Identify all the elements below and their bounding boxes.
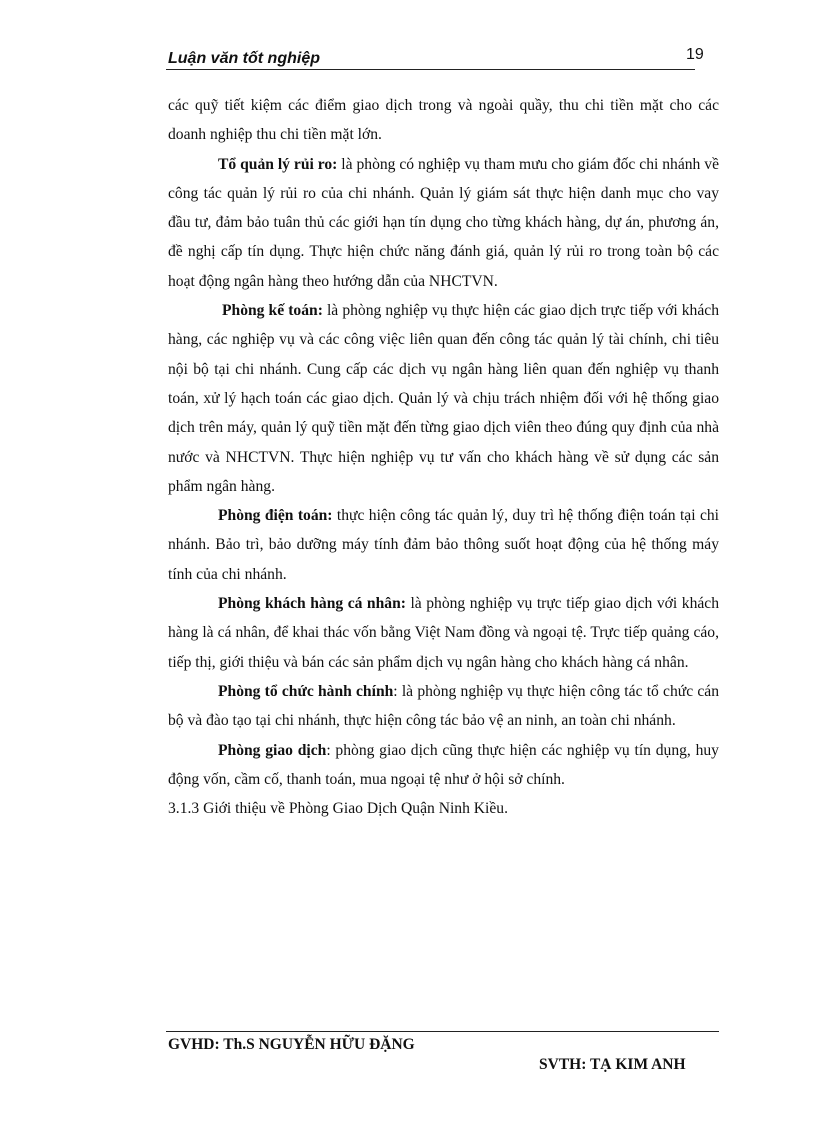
paragraph-text: : phòng giao dịch cũng thực hiện các nghiệp vụ tín dụng, huy động vốn, cầm cố, thanh toán, mua ngoại tệ như ở hội sở chính. bbox=[168, 741, 719, 788]
header-title: Luận văn tốt nghiệp bbox=[168, 50, 320, 67]
footer-supervisor: GVHD: Th.S NGUYỄN HỮU ĐẶNG bbox=[168, 1036, 415, 1053]
section-heading: Phòng kế toán: bbox=[222, 302, 323, 320]
paragraph-text: là phòng nghiệp vụ thực hiện các giao dịch trực tiếp với khách hàng, các nghiệp vụ và các công việc liên quan đến công tác quản lý tài chính, chi tiêu nội bộ tại chi nhánh. Cung cấp các dịch vụ ngân hàng liên quan đến nghiệp vụ thanh toán, xử lý hạch toán các giao dịch. Quản lý và chịu trách nhiệm đối với hệ thống giao dịch trên máy, quản lý quỹ tiền mặt đến từng giao dịch viên theo đúng quy định của nhà nước và NHCTVN. Thực hiện nghiệp vụ tư vấn cho khách hàng về sử dụng các sản phẩm ngân hàng. bbox=[168, 302, 719, 495]
section-heading: Phòng điện toán: bbox=[218, 507, 333, 525]
paragraph-text: các quỹ tiết kiệm các điểm giao dịch trong và ngoài quầy, thu chi tiền mặt cho các doanh nghiệp thu chi tiền mặt lớn. bbox=[168, 97, 719, 144]
footer-divider bbox=[166, 1031, 719, 1032]
paragraph-accounting bbox=[168, 296, 719, 501]
paragraph-personal-customers bbox=[168, 589, 719, 677]
footer-student: SVTH: TẠ KIM ANH bbox=[539, 1056, 686, 1073]
paragraph-text: là phòng nghiệp vụ trực tiếp giao dịch với khách hàng là cá nhân, để khai thác vốn bằng Việt Nam đồng và ngoại tệ. Trực tiếp quảng cáo, tiếp thị, giới thiệu và bán các sản phẩm dịch vụ ngân hàng cho khách hàng cá nhân. bbox=[168, 595, 720, 671]
paragraph-administration bbox=[168, 677, 719, 736]
subsection-heading bbox=[168, 794, 719, 823]
document-body bbox=[168, 91, 719, 823]
section-heading: Phòng tổ chức hành chính bbox=[218, 682, 394, 700]
paragraph-text: thực hiện công tác quản lý, duy trì hệ thống điện toán tại chi nhánh. Bảo trì, bảo dưỡng máy tính đảm bảo thông suốt hoạt động của hệ thống máy tính của chi nhánh. bbox=[168, 507, 719, 583]
paragraph-text: là phòng có nghiệp vụ tham mưu cho giám đốc chi nhánh về công tác quản lý rủi ro của chi nhánh. Quản lý giám sát thực hiện danh mục cho vay đầu tư, đảm bảo tuân thủ các giới hạn tín dụng cho từng khách hàng, dự án, phương án, đề nghị cấp tín dụng. Thực hiện chức năng đánh giá, quản lý rủi ro trong toàn bộ các hoạt động ngân hàng theo hướng dẫn của NHCTVN. bbox=[168, 155, 719, 290]
paragraph-transaction-office bbox=[168, 736, 719, 795]
section-heading: Tổ quản lý rủi ro: bbox=[218, 155, 338, 173]
section-heading: Phòng giao dịch bbox=[218, 741, 327, 759]
paragraph-text: : là phòng nghiệp vụ thực hiện công tác tổ chức cán bộ và đào tạo tại chi nhánh, thực hiện công tác bảo vệ an ninh, an toàn chi nhánh. bbox=[168, 682, 719, 730]
page-number: 19 bbox=[686, 46, 704, 63]
paragraph-text: 3.1.3 Giới thiệu về Phòng Giao Dịch Quận Ninh Kiều. bbox=[168, 800, 509, 818]
paragraph-continuation bbox=[168, 91, 719, 150]
section-heading: Phòng khách hàng cá nhân: bbox=[218, 595, 406, 613]
paragraph-computing bbox=[168, 501, 719, 589]
header-divider bbox=[166, 69, 695, 70]
paragraph-risk-management bbox=[168, 150, 719, 296]
